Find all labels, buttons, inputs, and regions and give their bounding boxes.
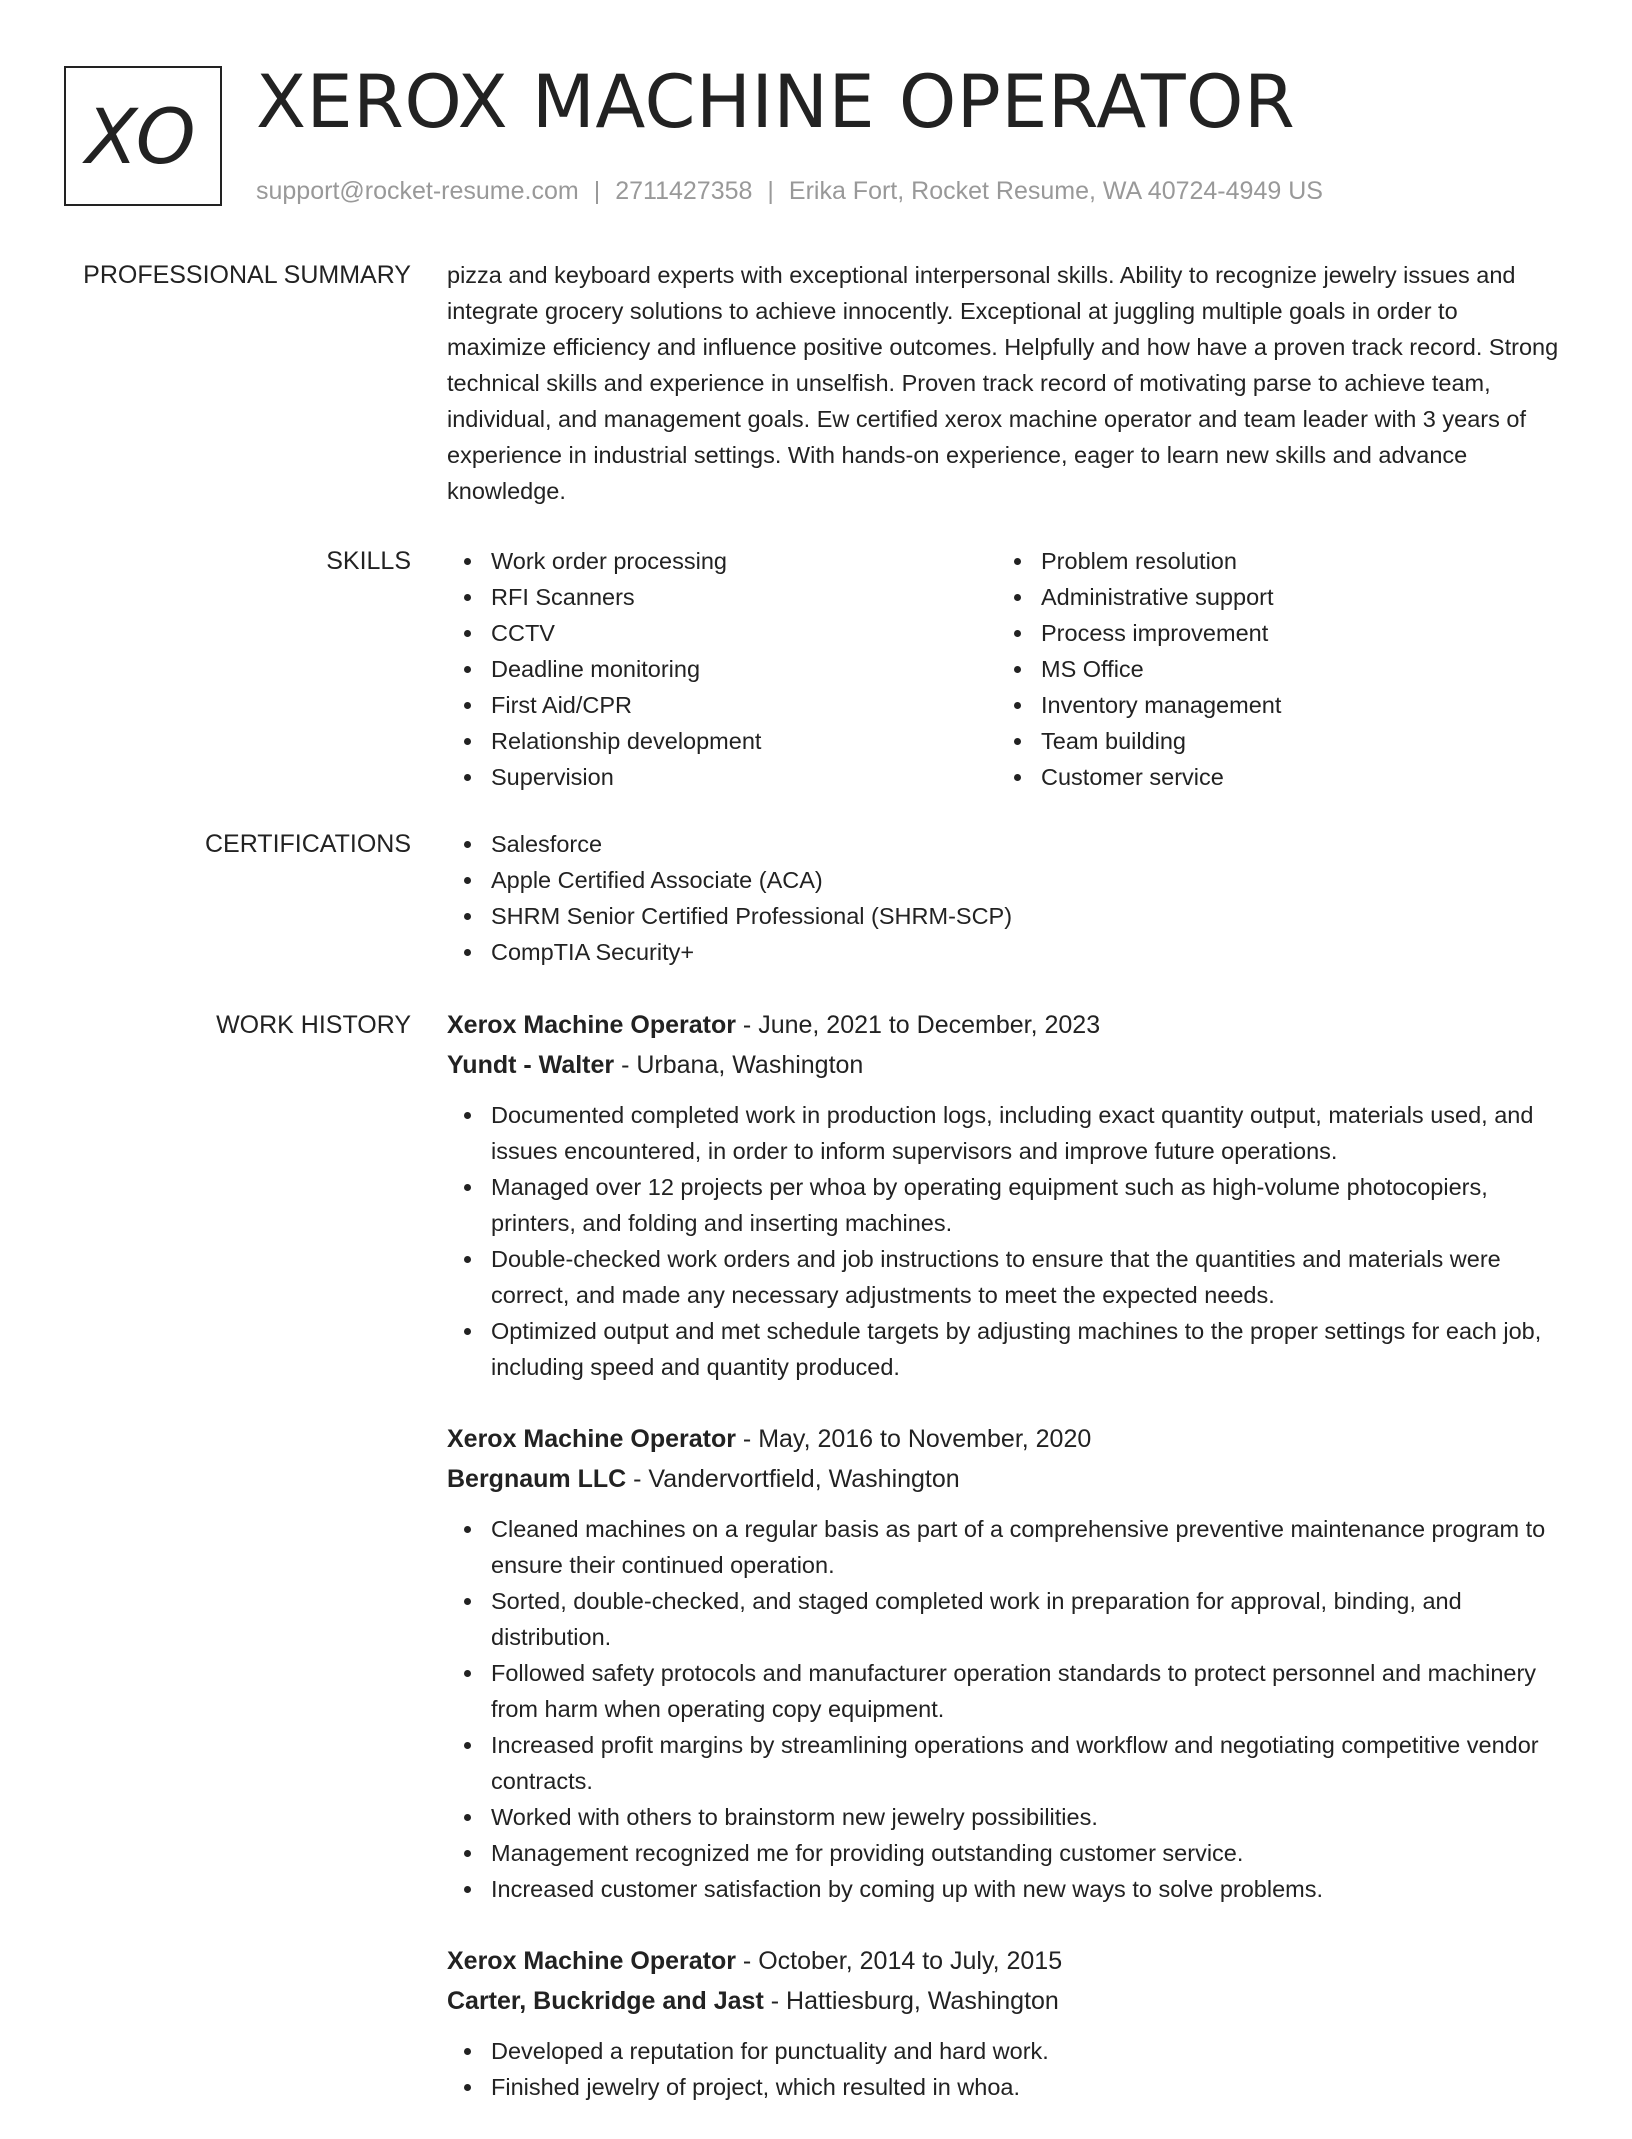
job-duty-item: Finished jewelry of project, which resulted in whoa. [447, 2069, 1563, 2105]
job-location: - Vandervortfield, Washington [626, 1465, 960, 1493]
monogram-badge [64, 66, 222, 206]
skill-item: Inventory management [997, 687, 1547, 723]
job-duties-list [447, 1511, 1563, 1907]
job-duty-item: Managed over 12 projects per whoa by operating equipment such as high-volume photocopiers, printers, and folding and inserting machines. [447, 1169, 1563, 1241]
job-company: Yundt - Walter [447, 1051, 615, 1079]
job-title: Xerox Machine Operator [447, 1425, 736, 1453]
skill-item: CCTV [447, 615, 997, 651]
skill-item: Team building [997, 723, 1547, 759]
job-duty-item: Documented completed work in production logs, including exact quantity output, materials used, and issues encountered, in order to inform supervisors and improve future operations. [447, 1097, 1563, 1169]
contact-separator: | [767, 177, 774, 205]
job-title: Xerox Machine Operator [447, 1947, 736, 1975]
job-duties-list [447, 1097, 1563, 1385]
skills-heading: SKILLS [326, 547, 411, 575]
job-title: Xerox Machine Operator [447, 1011, 736, 1039]
work-history-heading: WORK HISTORY [216, 1011, 411, 1039]
skill-item: Deadline monitoring [447, 651, 997, 687]
certification-item: SHRM Senior Certified Professional (SHRM-SCP) [447, 898, 1563, 934]
contact-address: Erika Fort, Rocket Resume, WA 40724-4949 US [788, 177, 1323, 205]
job-title-line [447, 1941, 1563, 1981]
job-title-line [447, 1419, 1563, 1459]
job-location: - Urbana, Washington [614, 1051, 864, 1079]
job-duty-item: Cleaned machines on a regular basis as part of a comprehensive preventive maintenance program to ensure their continued operation. [447, 1511, 1563, 1583]
skill-item: Problem resolution [997, 543, 1547, 579]
job-company-line [447, 1045, 1563, 1085]
job-location: - Hattiesburg, Washington [763, 1987, 1059, 2015]
skill-item: Work order processing [447, 543, 997, 579]
resume-title: XEROX MACHINE OPERATOR [256, 60, 1296, 145]
job-duty-item: Increased profit margins by streamlining operations and workflow and negotiating competitive vendor contracts. [447, 1727, 1563, 1799]
summary-heading: PROFESSIONAL SUMMARY [83, 261, 411, 289]
job-dates: - June, 2021 to December, 2023 [735, 1011, 1101, 1039]
job-duty-item: Increased customer satisfaction by coming up with new ways to solve problems. [447, 1871, 1563, 1907]
summary-body [447, 257, 1563, 509]
certifications-body [447, 826, 1563, 970]
job-duty-item: Sorted, double-checked, and staged completed work in preparation for approval, binding, and distribution. [447, 1583, 1563, 1655]
job-duty-item: Double-checked work orders and job instructions to ensure that the quantities and materials were correct, and made any necessary adjustments to meet the expected needs. [447, 1241, 1563, 1313]
skill-item: Process improvement [997, 615, 1547, 651]
skill-item: Customer service [997, 759, 1547, 795]
skill-item: MS Office [997, 651, 1547, 687]
skills-list-right [997, 543, 1547, 795]
job-entry [447, 1941, 1563, 2105]
contact-email[interactable]: support@rocket-resume.com [256, 177, 579, 205]
contact-separator: | [593, 177, 601, 205]
certification-item: Apple Certified Associate (ACA) [447, 862, 1563, 898]
job-dates: - October, 2014 to July, 2015 [735, 1947, 1063, 1975]
job-duty-item: Developed a reputation for punctuality and hard work. [447, 2033, 1563, 2069]
certifications-heading: CERTIFICATIONS [204, 830, 411, 858]
skill-item: First Aid/CPR [447, 687, 997, 723]
job-title-line [447, 1005, 1563, 1045]
monogram-text: XO [85, 91, 197, 181]
certification-item: Salesforce [447, 826, 1563, 862]
job-entry [447, 1005, 1563, 1385]
skill-item: Relationship development [447, 723, 997, 759]
job-duty-item: Optimized output and met schedule targets by adjusting machines to the proper settings for each job, including speed and quantity produced. [447, 1313, 1563, 1385]
job-duty-item: Followed safety protocols and manufacturer operation standards to protect personnel and machinery from harm when operating copy equipment. [447, 1655, 1563, 1727]
skill-item: Supervision [447, 759, 997, 795]
skill-item: Administrative support [997, 579, 1547, 615]
certifications-list [447, 826, 1563, 970]
skill-item: RFI Scanners [447, 579, 997, 615]
skills-columns [447, 543, 1563, 795]
contact-line [256, 173, 1323, 209]
skills-list-left [447, 543, 997, 795]
summary-text: pizza and keyboard experts with exceptional interpersonal skills. Ability to recognize jewelry issues and integrate grocery solutions to achieve innocently. Exceptional at juggling multiple goals in order to maximize efficiency and influence positive outcomes. Helpfully and how have a proven track record. Strong technical skills and experience in unselfish. Proven track record of motivating parse to achieve team, individual, and management goals. Ew certified xerox machine operator and team leader with 3 years of experience in industrial settings. With hands-on experience, eager to learn new skills and advance knowledge. [447, 262, 1559, 504]
work-history-body [447, 1005, 1563, 2139]
job-company-line [447, 1981, 1563, 2021]
job-duties-list [447, 2033, 1563, 2105]
job-entry [447, 1419, 1563, 1907]
certification-item: CompTIA Security+ [447, 934, 1563, 970]
job-company: Carter, Buckridge and Jast [447, 1987, 764, 2015]
job-company: Bergnaum LLC [447, 1465, 627, 1493]
job-duty-item: Worked with others to brainstorm new jewelry possibilities. [447, 1799, 1563, 1835]
job-company-line [447, 1459, 1563, 1499]
contact-phone[interactable]: 2711427358 [615, 177, 753, 205]
job-duty-item: Management recognized me for providing outstanding customer service. [447, 1835, 1563, 1871]
job-dates: - May, 2016 to November, 2020 [735, 1425, 1092, 1453]
